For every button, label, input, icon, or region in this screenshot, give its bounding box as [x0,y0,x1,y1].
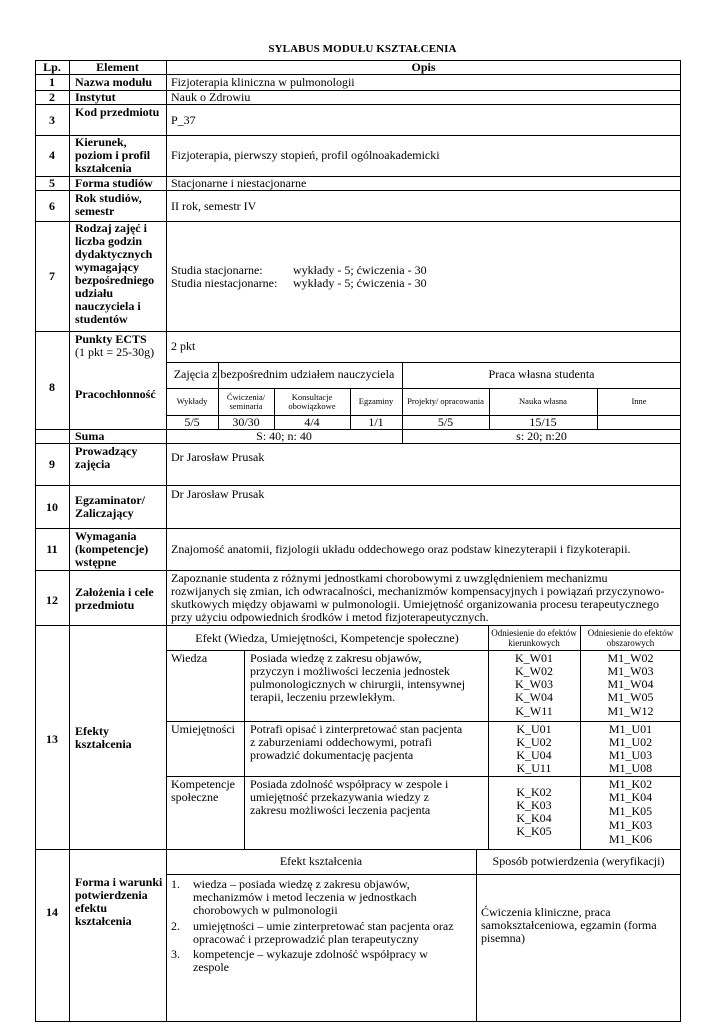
effect-text: zakresu możliwości leczenia pacjenta [250,803,431,817]
row-value: Dr Jarosław Prusak [171,450,265,464]
sum-own: s: 20; n:20 [516,429,567,443]
row-value: Fizjoterapia kliniczna w pulmonologii [171,75,355,89]
goals-line: skutkowych między objawami w pulmonologii. Umiejętność organizowania procesu terapeutycznego [171,597,659,611]
effect-text: prowadzić dokumentację pacjenta [250,748,414,762]
ref-code: K_K04 [516,811,552,825]
row-label: Założenia i cele przedmiotu [75,585,154,612]
workload-value: 5/5 [184,415,200,429]
ects-value: 2 pkt [171,339,196,353]
ref-code: K_W01 [515,651,553,665]
row-value: Nauk o Zdrowiu [171,90,251,104]
row-number: 2 [49,90,55,104]
row-number: 6 [49,199,55,213]
ects-note: (1 pkt = 25-30g) [75,345,155,359]
row-label: Forma i warunki potwierdzenia efektu kształcenia [75,875,163,928]
list-item-text: umiejętności – umie zinterpretować stan pacjenta oraz [193,919,454,933]
row-number: 13 [46,732,58,746]
row-label: Rodzaj zajęć i liczba godzin dydaktycznych wymagający bezpośredniego udziału nauczyciela i studentów [75,221,155,326]
goals-line: rozwijanych się zmian, ich odwracalności, mechanizmów kompensacyjnych i powiązań przyczynowo- [171,584,665,598]
row-label: Forma studiów [75,176,153,190]
ref-code: K_U11 [516,761,552,775]
method-column-header: Sposób potwierdzenia (weryfikacji) [492,854,665,868]
effect-text: z zaburzeniami oddechowymi, potrafi [250,735,432,749]
ref-code: K_U02 [516,735,552,749]
ref-code: M1_U02 [608,735,653,749]
col-header: Inne [631,396,647,407]
goals-line: przy użyciu odpowiednich środków i metod fizjoterapeutycznych. [171,610,489,624]
ref-code: K_U04 [516,748,552,762]
row-number: 9 [49,457,55,471]
effect-category: Kompetencje społeczne [171,777,235,804]
row-label: Nazwa modułu [75,75,153,89]
ref-code: K_K05 [516,824,552,838]
hours-full-time-value: wykłady - 5; ćwiczenia - 30 [293,263,427,277]
row-label: Kod przedmiotu [75,105,160,119]
ref-code: K_W04 [515,690,553,704]
row-label: Rok studiów, semestr [75,191,142,218]
row-label: Kierunek, poziom i profil kształcenia [75,135,151,175]
workload-value: 15/15 [529,415,557,429]
ref-code: M1_K06 [608,832,653,846]
ref-code: M1_K02 [608,777,653,791]
workload-value: 30/30 [232,415,260,429]
list-item-text: kompetencje – wykazuje zdolność współpracy w [193,947,428,961]
row-number: 7 [49,269,55,283]
ref-code: M1_W04 [607,677,654,691]
ref-code: K_W03 [515,677,553,691]
ref-code: K_W11 [515,704,553,718]
row-number: 14 [46,905,58,919]
col-header: Projekty/ opracowania [407,396,484,407]
list-item-text: mechanizmów i metod leczenia w jednostkach [193,890,417,904]
row-label: Efekty kształcenia [75,724,132,751]
row-label: Egzaminator/ Zaliczający [75,493,145,520]
effect-text: Potrafi opisać i zinterpretować stan pacjenta [250,722,463,736]
header-element: Element [96,60,139,74]
row-value: Stacjonarne i niestacjonarne [171,176,307,190]
effect-text: terapii, leczeniu przewlekłym. [250,690,396,704]
direct-hours-header: Zajęcia z bezpośrednim udziałem nauczyciela [173,367,395,381]
effect-category: Umiejętności [171,722,235,736]
row-value: Fizjoterapia, pierwszy stopień, profil ogólnoakademicki [171,148,440,162]
goals-line: Zapoznanie studenta z różnymi jednostkami chorobowymi z uwzględnieniem mechanizmu [171,571,608,585]
ref-major-header: Odniesienie do efektów kierunkowych [491,628,577,648]
method-text: samokształceniowa, egzamin (forma [481,918,657,932]
document-title: SYLABUS MODUŁU KSZTAŁCENIA [268,43,457,55]
workload-label: Pracochłonność [75,387,156,401]
ref-code: M1_W02 [607,651,654,665]
workload-value: 4/4 [304,415,320,429]
effect-text: umiejętność przekazywania wiedzy z [250,790,429,804]
col-header: Konsultacje obowiązkowe [288,391,336,411]
ref-code: K_K02 [516,785,552,799]
effect-text: Posiada wiedzę z zakresu objawów, [250,651,422,665]
row-label: Instytut [75,90,116,104]
header-opis: Opis [411,60,436,74]
row-number: 12 [46,593,58,607]
ref-code: K_K03 [516,798,552,812]
row-value: Dr Jarosław Prusak [171,487,265,501]
row-value: II rok, semestr IV [171,199,257,213]
effect-text: Posiada zdolność współpracy w zespole i [250,777,449,791]
effect-text: pulmonologicznych w chirurgii, intensywnej [250,677,466,691]
effect-category: Wiedza [171,651,208,665]
hours-full-time-label: Studia stacjonarne: [171,263,263,277]
header-lp: Lp. [43,60,61,74]
ref-code: M1_K04 [608,790,653,804]
effect-header: Efekt (Wiedza, Umiejętności, Kompetencje społeczne) [195,631,459,645]
own-work-header: Praca własna studenta [488,367,595,381]
row-number: 8 [49,380,55,394]
ref-area-header: Odniesienie do efektów obszarowych [587,628,674,648]
row-label: Prowadzący zajęcia [75,444,138,471]
hours-part-time-label: Studia niestacjonarne: [171,276,278,290]
row-number: 3 [49,113,55,127]
sum-direct: S: 40; n: 40 [256,429,312,443]
ref-code: M1_W05 [607,690,654,704]
list-item-text: chorobowych w pulmonologii [193,903,338,917]
row-number: 11 [46,542,58,556]
row-number: 1 [49,75,55,89]
ref-code: M1_W03 [607,664,654,678]
hours-part-time-value: wykłady - 5; ćwiczenia - 30 [293,276,427,290]
row-value: Znajomość anatomii, fizjologii układu oddechowego oraz podstaw kinezyterapii i fizykoterapii. [171,542,631,556]
col-header: Wykłady [176,396,208,407]
effect-column-header: Efekt kształcenia [279,854,363,868]
list-item-text: zespole [193,960,229,974]
ref-code: K_U01 [516,722,552,736]
row-label: Wymagania (kompetencje) wstępne [75,529,149,569]
list-item-text: wiedza – posiada wiedzę z zakresu objawów, [193,877,410,891]
row-number: 5 [49,176,55,190]
list-number: 3. [171,947,180,961]
method-text: Ćwiczenia kliniczne, praca [481,905,611,919]
col-header: Nauka własna [519,396,567,407]
effect-text: przyczyn i możliwości leczenia jednostek [250,664,450,678]
ects-label: Punkty ECTS [75,332,147,346]
ref-code: M1_K03 [608,818,653,832]
list-number: 2. [171,919,180,933]
sum-label: Suma [75,429,105,443]
list-item-text: opracować i przeprowadzić plan terapeutyczny [193,932,419,946]
workload-value: 5/5 [437,415,454,429]
ref-code: K_W02 [515,664,553,678]
row-value: P_37 [171,113,196,127]
col-header: Egzaminy [358,396,394,407]
ref-code: M1_U03 [608,748,653,762]
ref-code: M1_U08 [608,761,653,775]
ref-code: M1_W12 [607,704,654,718]
col-header: Ćwiczenia/ seminaria [226,391,266,411]
workload-value: 1/1 [368,415,384,429]
method-text: pisemna) [481,931,525,945]
row-number: 4 [49,148,55,162]
ref-code: M1_K05 [608,804,653,818]
ref-code: M1_U01 [608,722,653,736]
list-number: 1. [171,877,180,891]
row-number: 10 [46,500,58,514]
